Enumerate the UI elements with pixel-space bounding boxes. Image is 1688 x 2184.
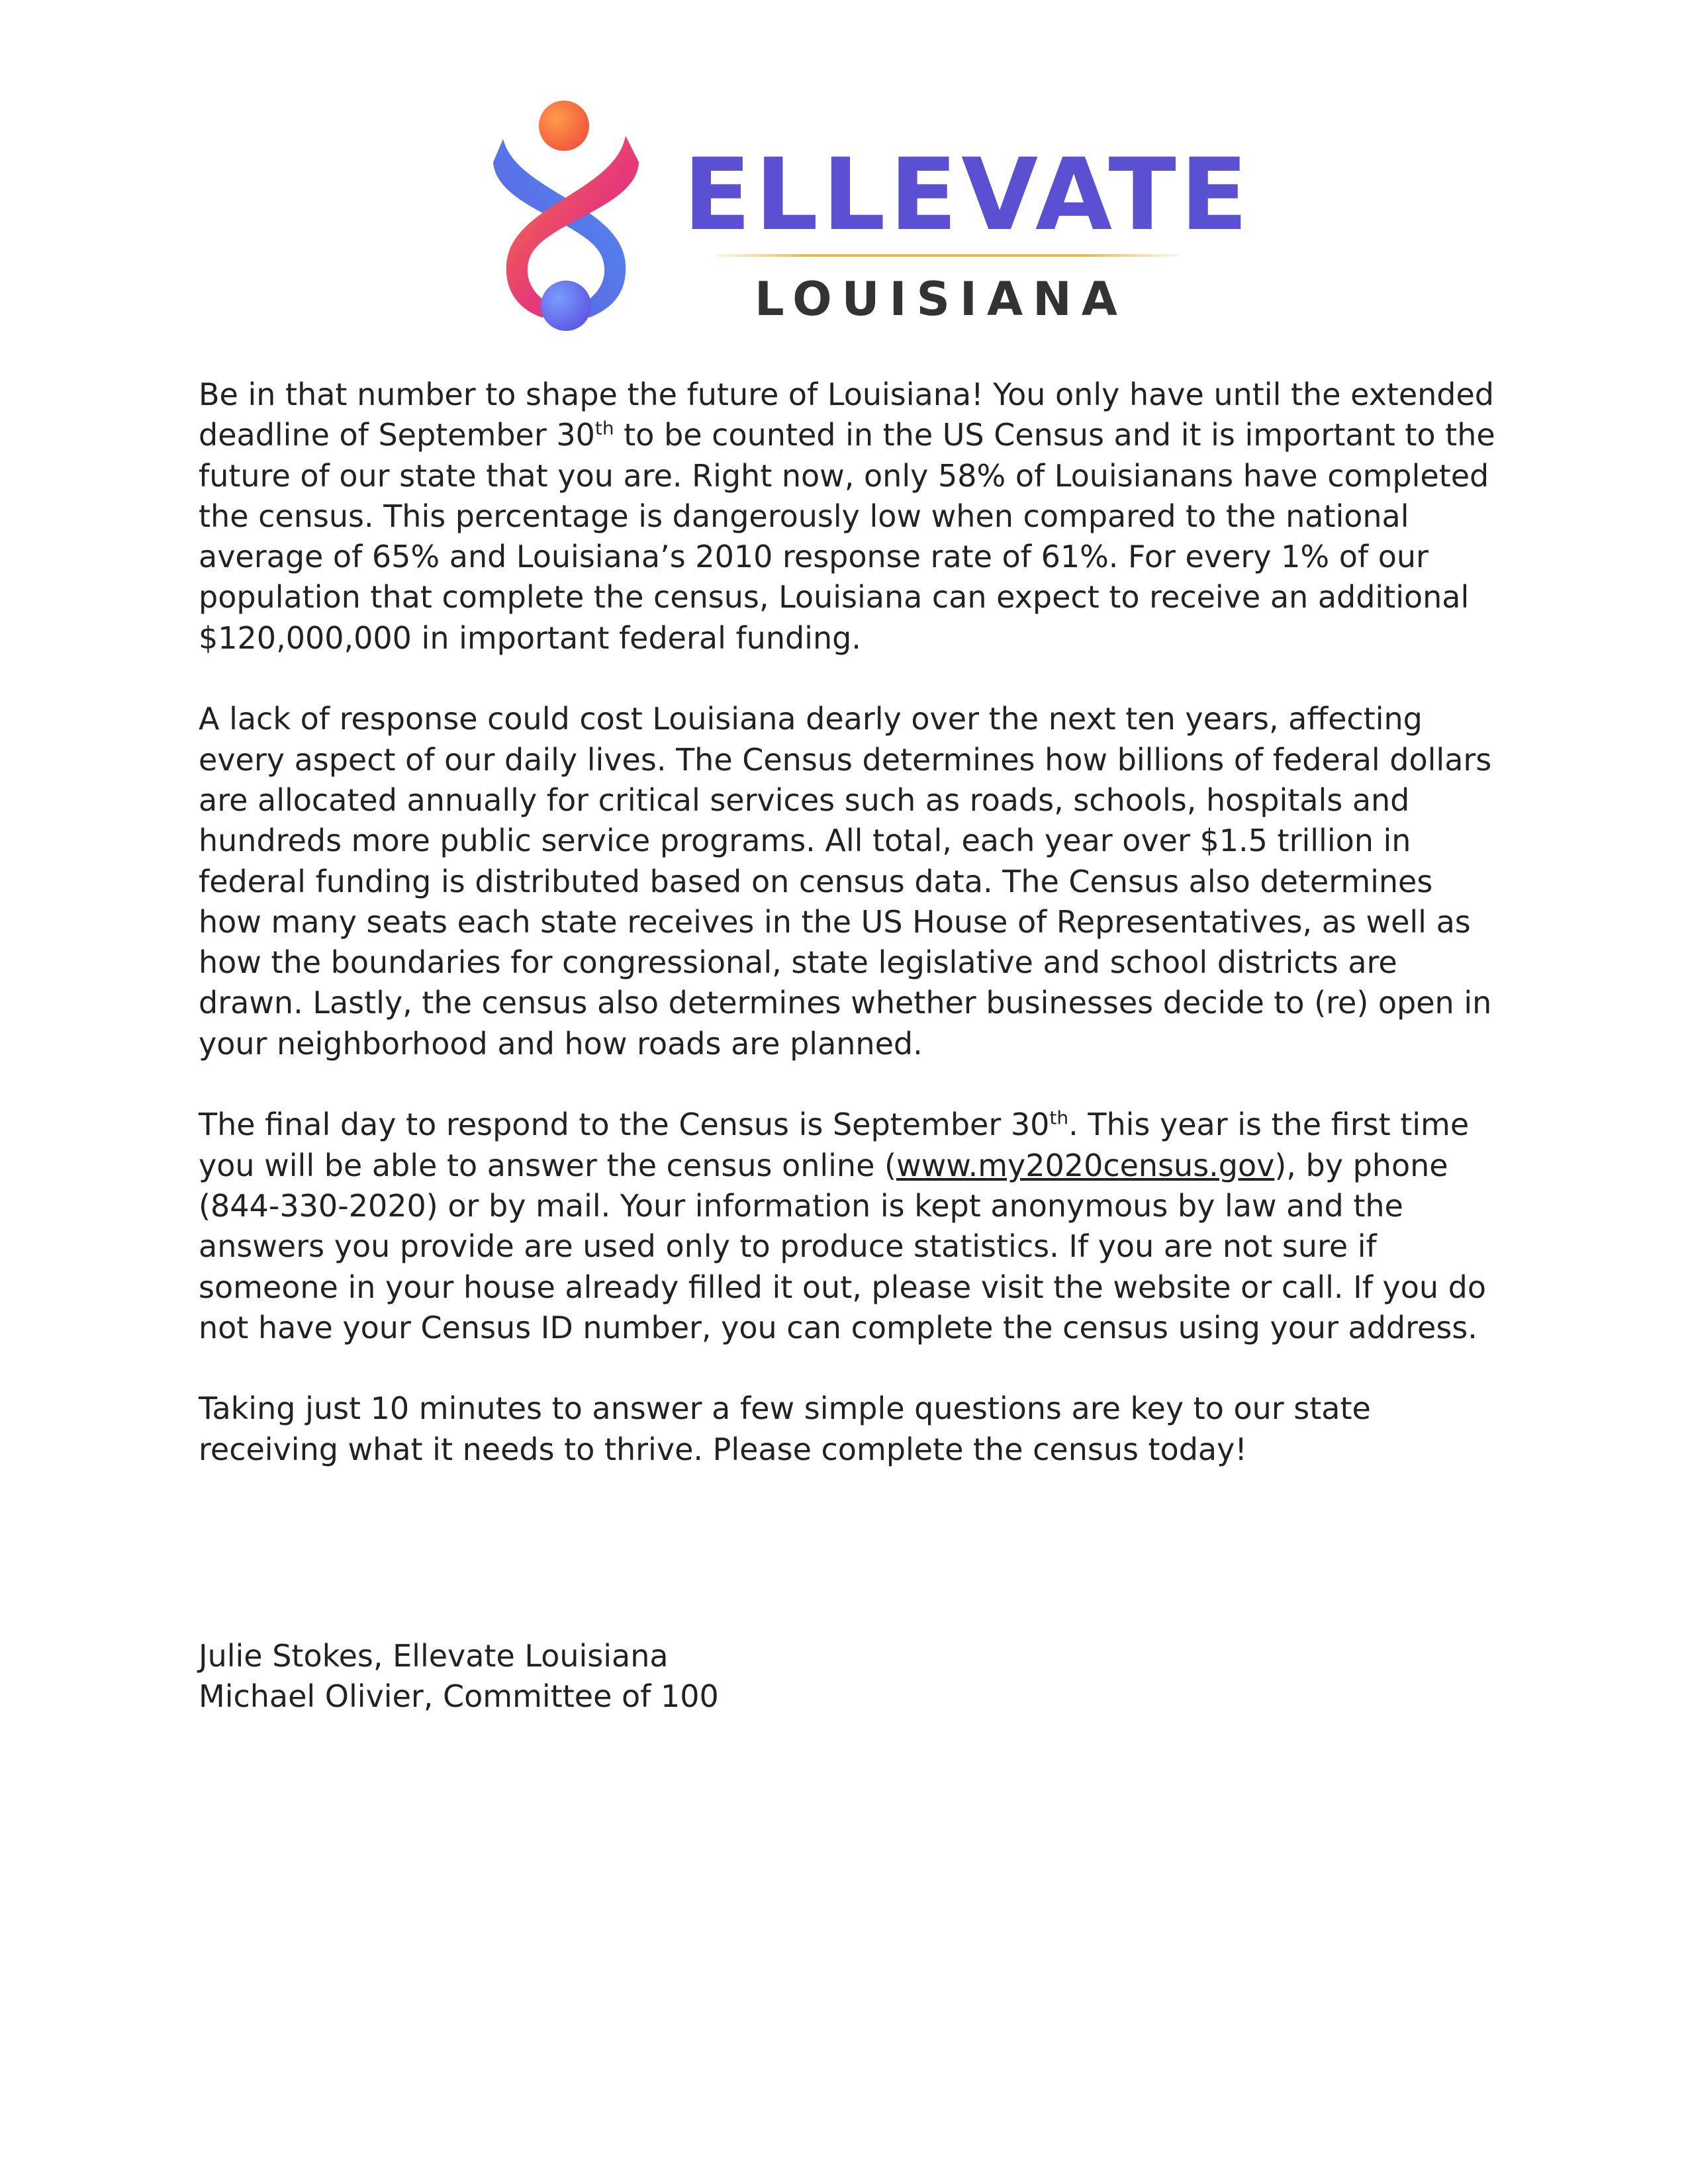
paragraph-how-to-respond: [199, 1105, 1496, 1348]
logo-subwordmark: LOUISIANA: [755, 272, 1127, 326]
ellevate-logo: [490, 99, 1252, 338]
signature-line: Michael Olivier, Committee of 100: [199, 1678, 719, 1715]
ordinal-suffix: th: [1049, 1107, 1069, 1130]
paragraph-deadline: [199, 375, 1496, 659]
ellevate-figure-icon: [490, 99, 642, 331]
paragraph-text: Be in that number to shape the future of Louisiana! You only have until the extended deadline of September 30: [199, 377, 1494, 453]
logo-wordmark: ELLEVATE: [683, 138, 1252, 253]
census-website-link[interactable]: www.my2020census.gov: [896, 1147, 1275, 1183]
paragraph-text: to be counted in the US Census and it is important to the future of our state that you are. Right now, only 58% of Louisianans have completed the census. This percentage is dangerously low when compared to the national average of 65% and Louisiana’s 2010 response rate of 61%. For every 1% of our population that complete the census, Louisiana can expect to receive an additional $120,000,000 in important federal funding.: [199, 417, 1495, 656]
paragraph-text: ), by phone (844-330-2020) or by mail. Your information is kept anonymous by law and the answers you provide are used only to produce statistics. If you are not sure if someone in your house already filled it out, please visit the website or call. If you do not have your Census ID number, you can complete the census using your address.: [199, 1147, 1487, 1345]
signature-block: [199, 1636, 1258, 1717]
logo-divider: [715, 254, 1178, 257]
ordinal-suffix: th: [594, 417, 614, 439]
paragraph-text: The final day to respond to the Census is September 30: [199, 1107, 1050, 1143]
letter-body: [199, 375, 1496, 1510]
paragraph-text: . This year is the first time you will be able to answer the census online (: [199, 1107, 1470, 1183]
paragraph-call-to-action: Taking just 10 minutes to answer a few simple questions are key to our state receiving what it needs to thrive. Please complete the census today!: [199, 1390, 1371, 1467]
paragraph-impact: A lack of response could cost Louisiana dearly over the next ten years, affecting every aspect of our daily lives. The Census determines how billions of federal dollars are allocated annually for critical services such as roads, schools, hospitals and hundreds more public service programs. All total, each year over $1.5 trillion in federal funding is distributed based on census data. The Census also determines how many seats each state receives in the US House of Representatives, as well as how the boundaries for congressional, state legislative and school districts are drawn. Lastly, the census also determines whether businesses decide to (re) open in your neighborhood and how roads are planned.: [199, 701, 1492, 1062]
signature-line: Julie Stokes, Ellevate Louisiana: [199, 1638, 669, 1674]
